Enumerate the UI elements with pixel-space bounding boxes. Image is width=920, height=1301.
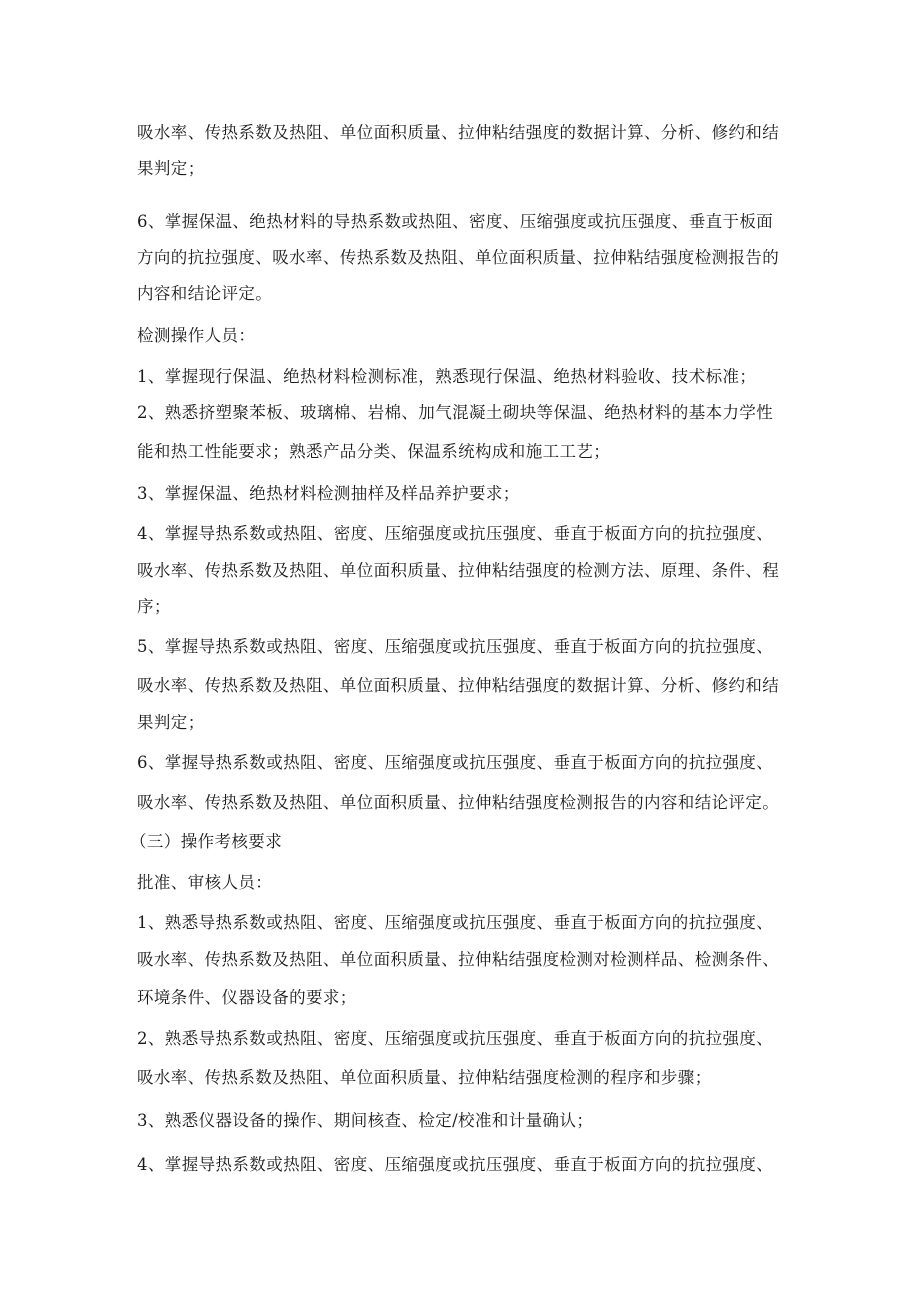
text-line: 吸水率、传热系数及热阻、单位面积质量、拉伸粘结强度检测报告的内容和结论评定。 bbox=[137, 793, 780, 812]
text-line: 6、掌握导热系数或热阻、密度、压缩强度或抗压强度、垂直于板面方向的抗拉强度、 bbox=[137, 753, 774, 772]
text-line: 1、熟悉导热系数或热阻、密度、压缩强度或抗压强度、垂直于板面方向的抗拉强度、 bbox=[137, 913, 774, 932]
section-heading: （三）操作考核要求 bbox=[130, 832, 283, 851]
text-line: 环境条件、仪器设备的要求； bbox=[137, 988, 357, 1007]
text-line: 1、掌握现行保温、绝热材料检测标准，熟悉现行保温、绝热材料验收、技术标准； bbox=[137, 367, 757, 386]
text-line: 5、掌握导热系数或热阻、密度、压缩强度或抗压强度、垂直于板面方向的抗拉强度、 bbox=[137, 637, 774, 656]
text-line: 果判定； bbox=[137, 159, 205, 178]
text-line: 吸水率、传热系数及热阻、单位面积质量、拉伸粘结强度检测的程序和步骤； bbox=[137, 1068, 712, 1087]
section-heading: 批准、审核人员： bbox=[137, 873, 273, 892]
text-line: 吸水率、传热系数及热阻、单位面积质量、拉伸粘结强度检测对检测样品、检测条件、 bbox=[137, 950, 780, 969]
text-line: 3、掌握保温、绝热材料检测抽样及样品养护要求； bbox=[137, 484, 520, 503]
text-line: 能和热工性能要求；熟悉产品分类、保温系统构成和施工工艺； bbox=[137, 442, 611, 461]
text-line: 4、掌握导热系数或热阻、密度、压缩强度或抗压强度、垂直于板面方向的抗拉强度、 bbox=[137, 1155, 774, 1174]
section-heading: 检测操作人员： bbox=[137, 326, 256, 345]
text-line: 吸水率、传热系数及热阻、单位面积质量、拉伸粘结强度的检测方法、原理、条件、程 bbox=[137, 561, 780, 580]
text-line: 序； bbox=[137, 597, 171, 616]
text-line: 4、掌握导热系数或热阻、密度、压缩强度或抗压强度、垂直于板面方向的抗拉强度、 bbox=[137, 524, 774, 543]
text-line: 2、熟悉导热系数或热阻、密度、压缩强度或抗压强度、垂直于板面方向的抗拉强度、 bbox=[137, 1029, 774, 1048]
text-line: 吸水率、传热系数及热阻、单位面积质量、拉伸粘结强度的数据计算、分析、修约和结 bbox=[137, 676, 780, 695]
text-line: 吸水率、传热系数及热阻、单位面积质量、拉伸粘结强度的数据计算、分析、修约和结 bbox=[137, 123, 780, 142]
text-line: 内容和结论评定。 bbox=[137, 284, 273, 303]
text-line: 3、熟悉仪器设备的操作、期间核查、检定/校准和计量确认； bbox=[137, 1111, 594, 1130]
text-line: 6、掌握保温、绝热材料的导热系数或热阻、密度、压缩强度或抗压强度、垂直于板面 bbox=[137, 212, 774, 231]
text-line: 2、熟悉挤塑聚苯板、玻璃棉、岩棉、加气混凝土砌块等保温、绝热材料的基本力学性 bbox=[137, 403, 774, 422]
text-line: 果判定； bbox=[137, 713, 205, 732]
text-line: 方向的抗拉强度、吸水率、传热系数及热阻、单位面积质量、拉伸粘结强度检测报告的 bbox=[137, 248, 780, 267]
